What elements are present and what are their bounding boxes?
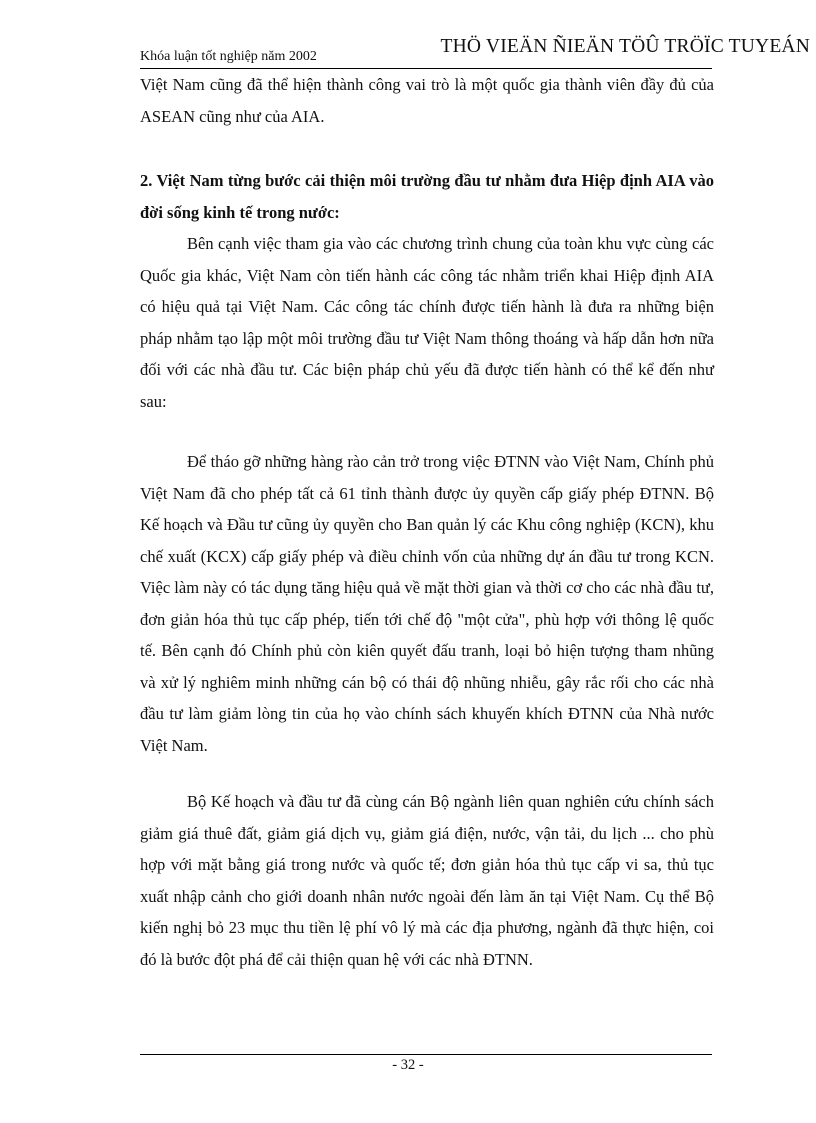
- paragraph-licensing: Để tháo gỡ những hàng rào cản trở trong việc ĐTNN vào Việt Nam, Chính phủ Việt Nam đã cho phép tất cả 61 tỉnh thành được ủy quyền cấp giấy phép ĐTNN. Bộ Kế hoạch và Đầu tư cũng ủy quyền cho Ban quản lý các Khu công nghiệp (KCN), khu chế xuất (KCX) cấp giấy phép và điều chỉnh vốn của những dự án đầu tư trong KCN. Việc làm này có tác dụng tăng hiệu quả về mặt thời gian và thời cơ cho các nhà đầu tư, đơn giản hóa thủ tục cấp phép, tiến tới chế độ "một cửa", phù hợp với thông lệ quốc tế. Bên cạnh đó Chính phủ còn kiên quyết đấu tranh, loại bỏ hiện tượng tham nhũng và xử lý nghiêm minh những cán bộ có thái độ nhũng nhiễu, gây rắc rối cho các nhà đầu tư làm giảm lòng tin của họ vào chính sách khuyến khích ĐTNN của Nhà nước Việt Nam.: [140, 452, 714, 755]
- footer-divider: [140, 1054, 712, 1055]
- paragraph-measures-intro: Bên cạnh việc tham gia vào các chương trình chung của toàn khu vực cùng các Quốc gia khác, Việt Nam còn tiến hành các công tác nhằm triển khai Hiệp định AIA có hiệu quả tại Việt Nam. Các công tác chính được tiến hành là đưa ra những biện pháp nhằm tạo lập một môi trường đầu tư Việt Nam thông thoáng và hấp dẫn hơn nữa đối với các nhà đầu tư. Các biện pháp chủ yếu đã được tiến hành có thể kể đến như sau:: [140, 234, 714, 411]
- section-heading: 2. Việt Nam từng bước cải thiện môi trường đầu tư nhằm đưa Hiệp định AIA vào đời sống kinh tế trong nước:: [140, 171, 714, 222]
- header-thesis-title: Khóa luận tốt nghiệp năm 2002: [140, 49, 317, 64]
- paragraph-pricing-policy: Bộ Kế hoạch và đầu tư đã cùng cán Bộ ngành liên quan nghiên cứu chính sách giảm giá thuê đất, giảm giá dịch vụ, giảm giá điện, nước, vận tải, du lịch ... cho phù hợp với mặt bằng giá trong nước và quốc tế; đơn giản hóa thủ tục cấp vi sa, thủ tục xuất nhập cảnh cho giới doanh nhân nước ngoài đến làm ăn tại Việt Nam. Cụ thể Bộ kiến nghị bỏ 23 mục thu tiền lệ phí vô lý mà các địa phương, ngành đã thực hiện, coi đó là bước đột phá để cải thiện quan hệ với các nhà ĐTNN.: [140, 792, 714, 969]
- header-library-title: THÖ VIEÄN ÑIEÄN TÖÛ TRÖÏC TUYEÁN: [440, 36, 810, 57]
- page-number: - 32 -: [392, 1057, 424, 1073]
- paragraph-intro: Việt Nam cũng đã thể hiện thành công vai trò là một quốc gia thành viên đầy đủ của ASEAN cũng như của AIA.: [140, 75, 714, 126]
